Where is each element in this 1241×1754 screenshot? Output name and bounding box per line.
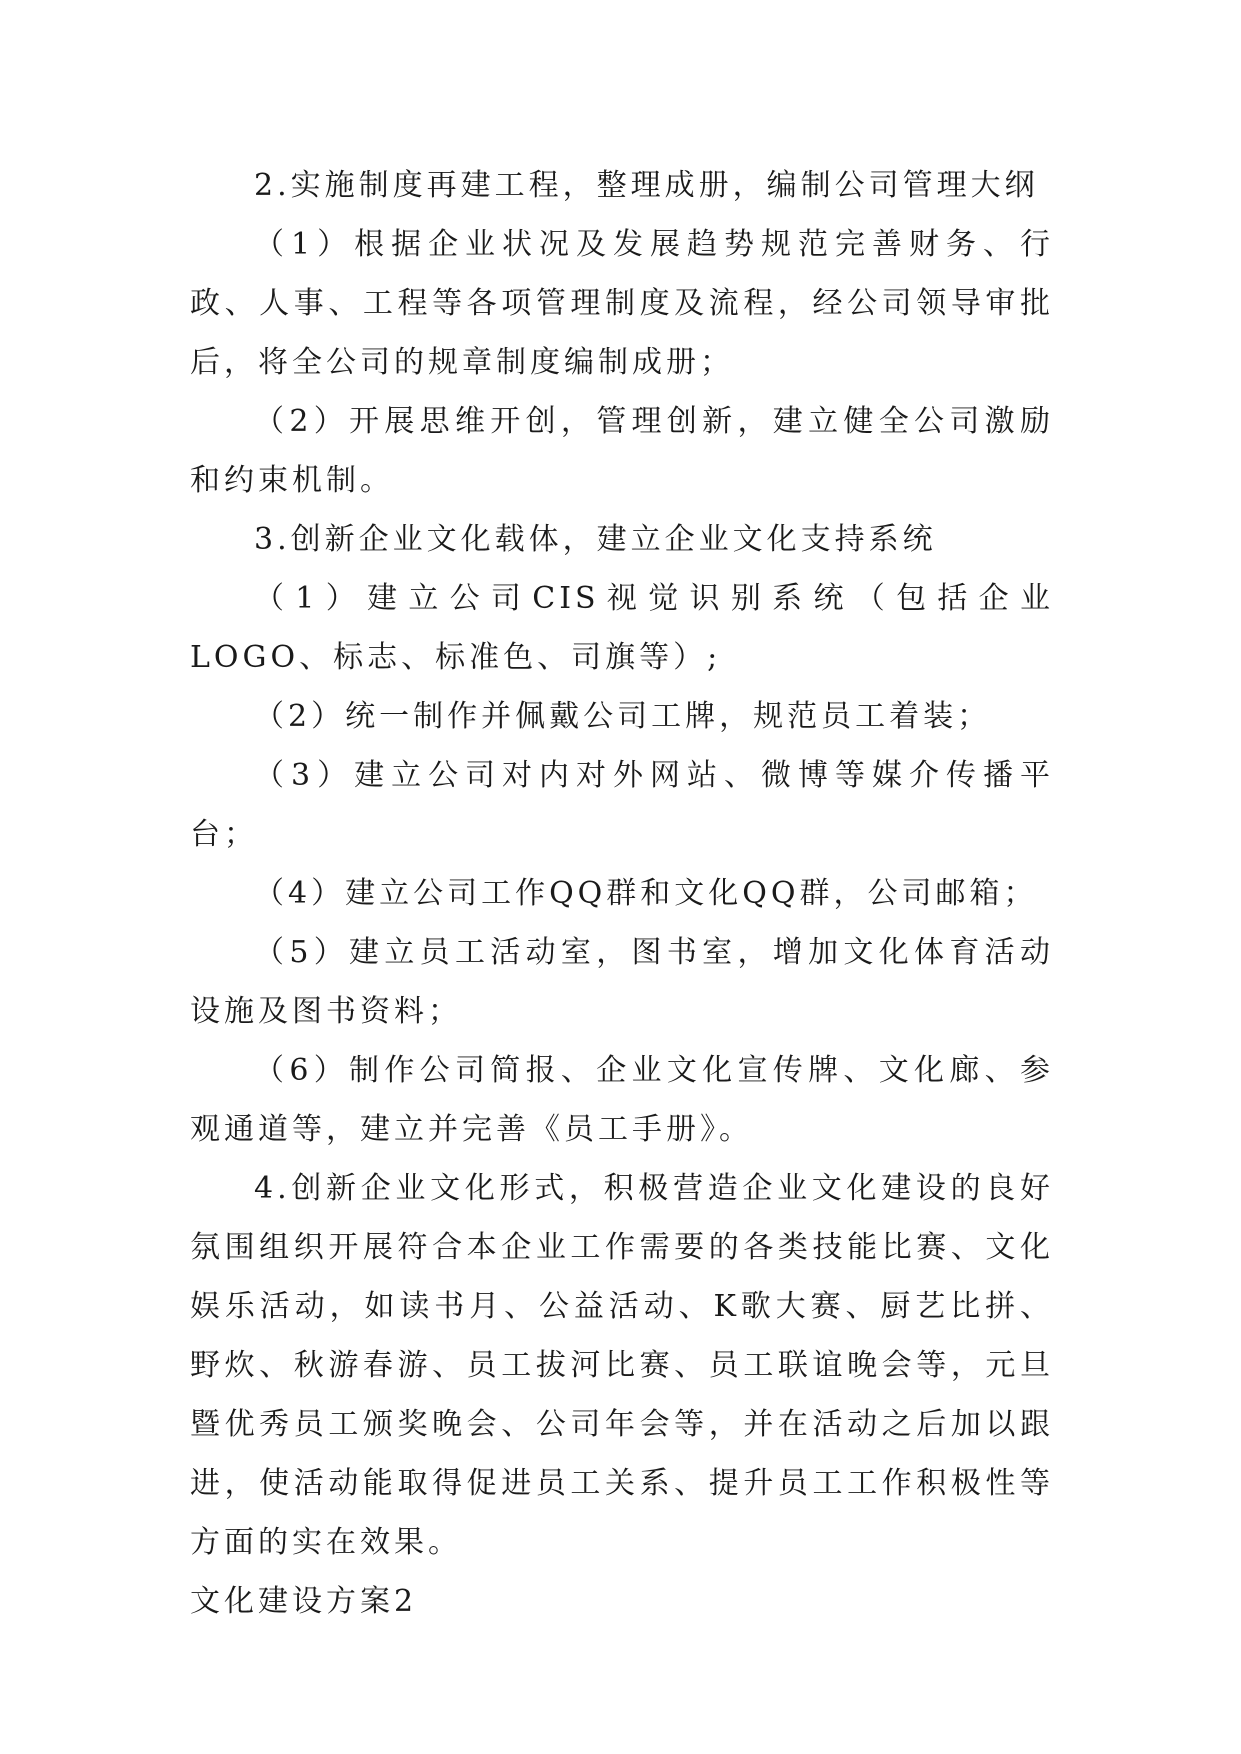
paragraph-item-3-3: （3）建立公司对内对外网站、微博等媒介传播平台； [190,758,1054,852]
paragraph-item-2-2: （2）开展思维开创，管理创新，建立健全公司激励和约束机制。 [190,404,1054,498]
paragraph-item-2-1: （1）根据企业状况及发展趋势规范完善财务、行政、人事、工程等各项管理制度及流程，经公司领导审批后，将全公司的规章制度编制成册； [190,227,1054,380]
paragraph-item-3-4: （4）建立公司工作QQ群和文化QQ群，公司邮箱； [254,876,1038,911]
document-body [190,156,1054,1631]
paragraph-item-3-6: （6）制作公司简报、企业文化宣传牌、文化廊、参观通道等，建立并完善《员工手册》。 [190,1053,1054,1147]
paragraph-heading-3: 3.创新企业文化载体，建立企业文化支持系统 [254,522,937,557]
paragraph-heading-2: 2.实施制度再建工程，整理成册，编制公司管理大纲 [254,168,1039,203]
paragraph-item-3-1: （1）建立公司CIS视觉识别系统（包括企业LOGO、标志、标准色、司旗等）; [190,581,1054,675]
paragraph-heading-4: 4.创新企业文化形式，积极营造企业文化建设的良好氛围组织开展符合本企业工作需要的各类技能比赛、文化娱乐活动，如读书月、公益活动、K歌大赛、厨艺比拼、野炊、秋游春游、员工拔河比赛、员工联谊晚会等，元旦暨优秀员工颁奖晚会、公司年会等，并在活动之后加以跟进，使活动能取得促进员工关系、提升员工工作积极性等方面的实在效果。 [190,1171,1054,1560]
paragraph-item-3-5: （5）建立员工活动室，图书室，增加文化体育活动设施及图书资料； [190,935,1054,1029]
section-title: 文化建设方案2 [190,1584,418,1619]
paragraph-item-3-2: （2）统一制作并佩戴公司工牌，规范员工着装； [254,699,992,734]
